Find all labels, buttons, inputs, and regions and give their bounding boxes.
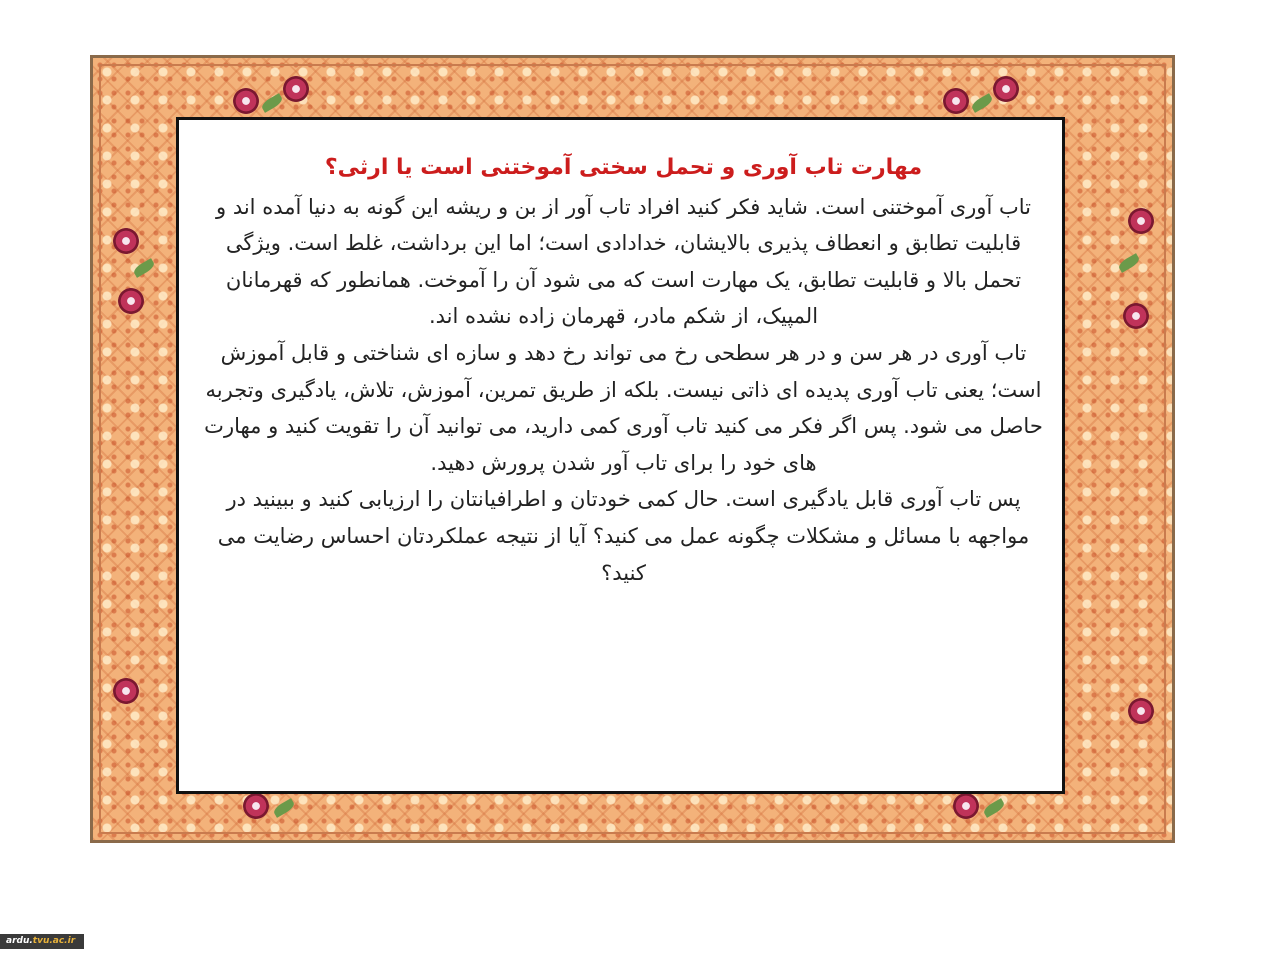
flower-ornament-icon [1128, 208, 1154, 234]
flower-ornament-icon [953, 793, 979, 819]
website-watermark [0, 934, 84, 949]
leaf-ornament-icon [982, 798, 1006, 818]
flower-ornament-icon [1128, 698, 1154, 724]
flower-ornament-icon [113, 678, 139, 704]
content-panel [176, 117, 1065, 794]
flower-ornament-icon [113, 228, 139, 254]
flower-ornament-icon [243, 793, 269, 819]
paragraph: تاب آوری آموختنی است. شاید فکر کنید افراد تاب آور از بن و ریشه این گونه به دنیا آمده اند و قابلیت تطابق و انعطاف پذیری بالایشان، خدادادی است؛ اما این برداشت، غلط است. ویژگی تحمل بالا و قابلیت تطابق، یک مهارت است که می شود آن را آموخت. همانطور که قهرمانان المپیک، از شکم مادر، قهرمان زاده نشده اند. [216, 194, 1031, 329]
article-body [203, 150, 1044, 591]
leaf-ornament-icon [132, 258, 156, 278]
paragraph: تاب آوری در هر سن و در هر سطحی رخ می تواند رخ دهد و سازه ای شناختی و قابل آموزش است؛ یعنی تاب آوری پدیده ای ذاتی نیست. بلکه از طریق تمرین، آموزش، تلاش، یادگیری وتجربه حاصل می شود. پس اگر فکر می کنید تاب آوری کمی دارید، می توانید آن را تقویت کنید و مهارت های خود را برای تاب آور شدن پرورش دهید. [204, 340, 1043, 475]
flower-ornament-icon [943, 88, 969, 114]
leaf-ornament-icon [1117, 253, 1141, 273]
flower-ornament-icon [283, 76, 309, 102]
flower-ornament-icon [118, 288, 144, 314]
watermark-prefix: ardu. [6, 936, 33, 946]
flower-ornament-icon [993, 76, 1019, 102]
paragraph: پس تاب آوری قابل یادگیری است. حال کمی خودتان و اطرافیانتان را ارزیابی کنید و ببینید در مواجهه با مسائل و مشکلات چگونه عمل می کنید؟ آیا از نتیجه عملکردتان احساس رضایت می کنید؟ [217, 487, 1030, 585]
flower-ornament-icon [1123, 303, 1149, 329]
article-title: مهارت تاب آوری و تحمل سختی آموختنی است یا ارثی؟ [324, 155, 923, 180]
flower-ornament-icon [233, 88, 259, 114]
leaf-ornament-icon [272, 798, 296, 818]
watermark-domain: tvu.ac.ir [32, 936, 76, 946]
leaf-ornament-icon [260, 93, 284, 113]
leaf-ornament-icon [970, 93, 994, 113]
